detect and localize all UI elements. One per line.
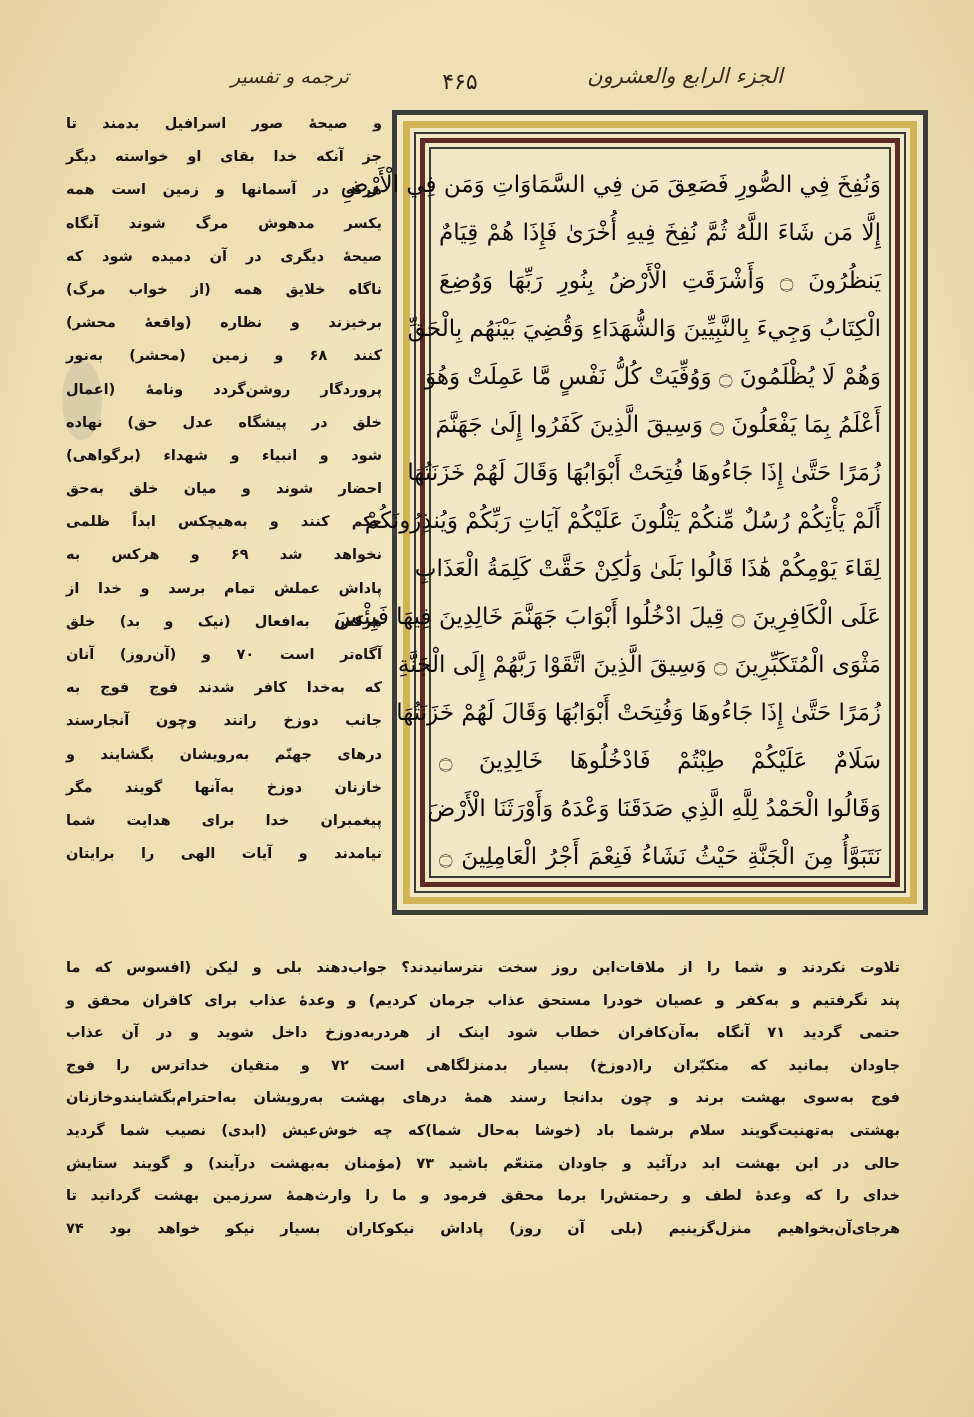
page-number: ۴۶۵ [442,70,478,95]
translation-line: یکسر مدهوش مرگ شوند آنگاه [66,215,382,232]
header-right-title: الجزء الرابع والعشرون [587,64,783,88]
quran-text-block [334,161,881,870]
quran-line: الْكِتَابُ وَجِيءَ بِالنَّبِيِّينَ وَالشُّهَدَاءِ وَقُضِيَ بَيْنَهُم بِالْحَقِّ [407,316,881,342]
translation-line: بهشتی به‌تهنیت‌گویند سلام برشما باد (خوشا به‌حال شما)که چه خوش‌عیش (ابدی) نصیب شما گردید [66,1122,900,1139]
quran-line: لِقَاءَ يَوْمِكُمْ هَٰذَا قَالُوا بَلَىٰ وَلَٰكِنْ حَقَّتْ كَلِمَةُ الْعَذَابِ [414,556,881,582]
quran-line: عَلَى الْكَافِرِينَ ۝ قِيلَ ادْخُلُوا أَبْوَابَ جَهَنَّمَ خَالِدِينَ فِيهَا فَبِئْسَ [334,604,881,630]
translation-line: خلق در پیشگاه عدل حق) نهاده [66,414,382,431]
translation-bottom-block [66,952,900,1245]
translation-line: نخواهد شد ۶۹ و هرکس به [66,547,382,564]
quran-line: زُمَرًا حَتَّىٰ إِذَا جَاءُوهَا وَفُتِحَتْ أَبْوَابُهَا وَقَالَ لَهُمْ خَزَنَتُهَا [396,700,881,726]
header-left-title: ترجمه و تفسیر [230,66,349,88]
translation-line: حالی در این بهشت ابد درآئید و جاودان متنعّم باشید ۷۳ (مؤمنان به‌بهشت درآیند) و گویند ستایش [66,1155,900,1172]
quran-line: سَلَامٌ عَلَيْكُمْ طِبْتُمْ فَادْخُلُوهَا خَالِدِينَ ۝ [439,748,881,774]
translation-line: صیحهٔ دیگری در آن دمیده شود که [66,248,382,265]
translation-line: پیغمبران خدا برای هدایت شما [66,812,382,829]
quran-line: نَتَبَوَّأُ مِنَ الْجَنَّةِ حَيْثُ نَشَاءُ فَنِعْمَ أَجْرُ الْعَامِلِينَ ۝ [439,844,881,870]
translation-line: کنند ۶۸ و زمین (محشر) به‌نور [66,348,383,365]
translation-line: احضار شوند و میان خلق به‌حق [66,481,382,498]
translation-line: تلاوت نکردند و شما را از ملاقات‌این روز سخت نترسانیدند؟ جواب‌دهند بلی و لیکن (افسوس که ما [66,960,900,976]
translation-line: و صیحهٔ صور اسرافیل بدمند تا [66,116,382,132]
quran-line: يَنظُرُونَ ۝ وَأَشْرَقَتِ الْأَرْضُ بِنُورِ رَبِّهَا وَوُضِعَ [439,268,881,294]
translation-line: درهای جهنّم به‌رویشان بگشایند و [66,746,382,763]
quran-line: وَقَالُوا الْحَمْدُ لِلَّهِ الَّذِي صَدَقَنَا وَعْدَهُ وَأَوْرَثَنَا الْأَرْضَ [427,796,881,822]
translation-line: حتمی گردید ۷۱ آنگاه به‌آن‌کافران خطاب شود اینک از هردربه‌دوزخ داخل شوید و در آن عذاب [66,1025,900,1042]
translation-line: هرجای‌آن‌بخواهیم منزل‌گزینیم (بلی آن روز) پاداش نیکوکاران بسیار نیکو خواهد بود ۷۴ [66,1220,900,1237]
translation-line: پاداش عملش تمام برسد و خدا از [66,580,382,597]
quran-line: إِلَّا مَن شَاءَ اللَّهُ ثُمَّ نُفِخَ فِيهِ أُخْرَىٰ فَإِذَا هُمْ قِيَامٌ [439,220,881,246]
quran-line: وَهُمْ لَا يُظْلَمُونَ ۝ وَوُفِّيَتْ كُلُّ نَفْسٍ مَّا عَمِلَتْ وَهُوَ [424,364,881,390]
translation-line: برخیزند و نظاره (واقعهٔ محشر) [66,315,382,332]
translation-line: جاودان بمانید که متکبّران را(دوزخ) بسیار بدمنزلگاهی است ۷۲ و متقیان خداترس را فوج [66,1057,900,1074]
translation-line: فوج به‌سوی بهشت برند و چون بدانجا رسند همهٔ درهای بهشت به‌رویشان به‌احترام‌بگشایندوخازنان [66,1090,900,1107]
translation-line: جانب دوزخ رانند وچون آنجارسند [66,713,382,730]
translation-line: خدای را که وعدهٔ لطف و رحمتش‌را برما محقق فرمود و ما را وارث‌همهٔ سرزمین بهشت گردانید تا [66,1188,900,1205]
translation-line: جز آنکه خدا بقای او خواسته دیگر [66,149,382,166]
quran-frame [334,110,928,915]
quran-line: مَثْوَى الْمُتَكَبِّرِينَ ۝ وَسِيقَ الَّذِينَ اتَّقَوْا رَبَّهُمْ إِلَى الْجَنَّةِ [397,652,881,678]
translation-line: هرکس به‌افعال (نیک و بد) خلق [66,613,382,630]
translation-line: هرکه در آسمانها و زمین است همه [66,182,382,199]
translation-line: که به‌خدا کافر شدند فوج فوج به [66,680,382,697]
translation-line: پند نگرفتیم و به‌کفر و عصیان خودرا مستحق عذاب جرمان کردیم) و وعدهٔ عذاب برای کافران محقق و [66,992,900,1009]
quran-line: زُمَرًا حَتَّىٰ إِذَا جَاءُوهَا فُتِحَتْ أَبْوَابُهَا وَقَالَ لَهُمْ خَزَنَتُهَا [407,460,881,486]
quran-line: أَلَمْ يَأْتِكُمْ رُسُلٌ مِّنكُمْ يَتْلُونَ عَلَيْكُمْ آيَاتِ رَبِّكُمْ وَيُنذِرُونَكُمْ [364,508,881,534]
translation-line: حکم کنند و به‌هیچکس ابداً ظلمی [66,514,382,531]
quran-line: وَنُفِخَ فِي الصُّورِ فَصَعِقَ مَن فِي السَّمَاوَاتِ وَمَن فِي الْأَرْضِ [340,172,881,198]
translation-side-column [66,108,382,871]
translation-line: پروردگار روشن‌گردد ونامهٔ (اعمال [66,381,382,398]
translation-line: نیامدند و آیات الهی را برایتان [66,846,382,863]
translation-line: ناگاه خلایق همه (از خواب مرگ) [66,281,382,298]
translation-line: آگاه‌تر است ۷۰ و (آن‌روز) آنان [66,647,382,663]
translation-line: شود و انبیاء و شهداء (برگواهی) [66,447,382,464]
quran-line: أَعْلَمُ بِمَا يَفْعَلُونَ ۝ وَسِيقَ الَّذِينَ كَفَرُوا إِلَىٰ جَهَنَّمَ [435,412,881,438]
translation-line: خازنان دوزخ به‌آنها گویند مگر [66,779,382,796]
